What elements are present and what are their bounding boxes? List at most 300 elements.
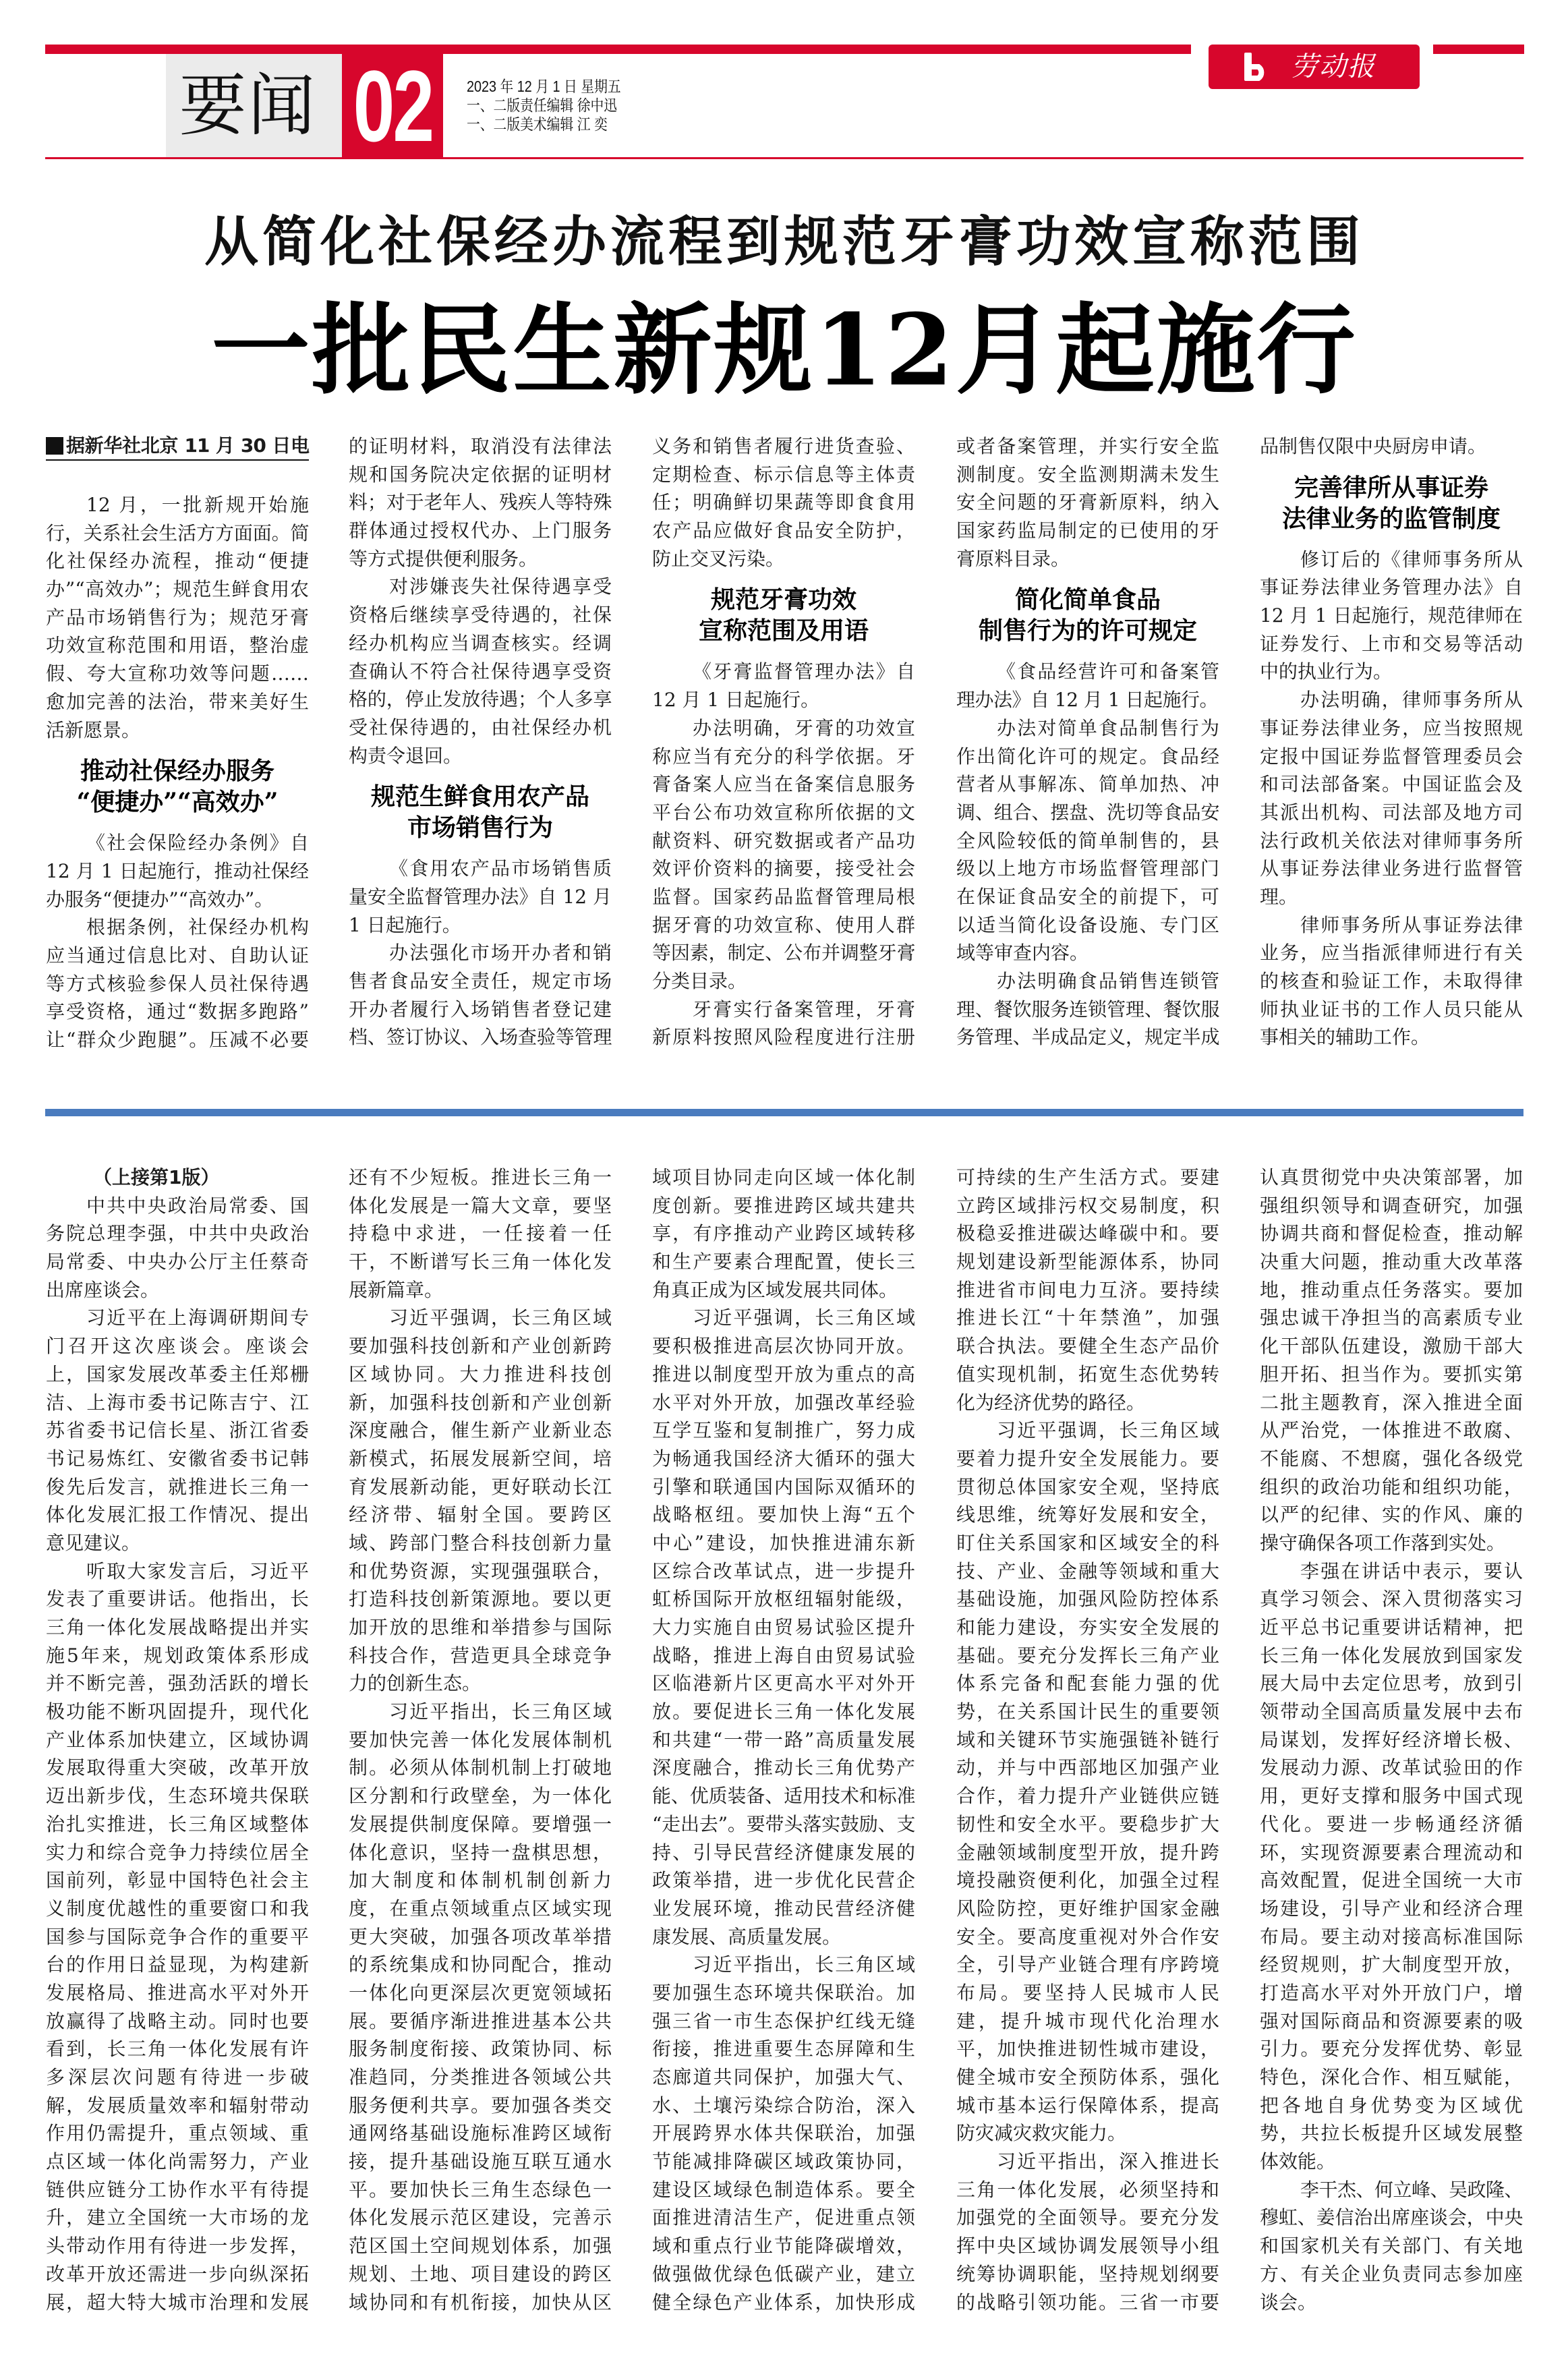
text-line: 习近平强调，长三角区域 — [389, 1306, 612, 1329]
text-line: 用，更好支撑和服务中国式现 — [1260, 1785, 1523, 1808]
paragraph — [46, 1557, 309, 2317]
text-line: 全风险较低的简单制售的，县 — [956, 829, 1219, 852]
section-heading — [349, 770, 612, 855]
text-line: 挥中央区域协调发展领导小组 — [956, 2235, 1219, 2258]
text-line: 据新华社北京 11 月 30 日电 — [66, 434, 309, 457]
text-line: 地，推动重点任务落实。要加 — [1260, 1278, 1523, 1301]
text-line: 线思维，统筹好发展和安全， — [956, 1503, 1219, 1526]
text-line: 三角一体化发展，必须坚持和 — [956, 2178, 1219, 2201]
text-line: 全，引导产业链合理有序跨境 — [956, 1953, 1219, 1976]
text-line: 平。要加快长三角生态绿色一 — [349, 2178, 612, 2201]
text-line: 特色，深化合作、相互赋能， — [1260, 2066, 1523, 2088]
text-line: 洁、上海市委书记陈吉宁、江 — [46, 1391, 309, 1414]
text-line: 级以上地方市场监督管理部门 — [956, 857, 1219, 880]
text-line: 展新篇章。 — [349, 1278, 444, 1301]
masthead-bottom-rule — [45, 157, 1523, 159]
text-line: 办法明确，律师事务所从 — [1300, 689, 1523, 712]
text-line: 立跨区域排污权交易制度，积 — [956, 1194, 1219, 1217]
text-line: 办法强化市场开办者和销 — [389, 942, 612, 965]
text-line: 档、签订协议、入场查验等管理 — [349, 1026, 612, 1049]
text-line: 还有不少短板。推进长三角一 — [349, 1166, 612, 1188]
text-line: 国家药监局制定的已使用的牙 — [956, 519, 1219, 542]
text-line: 群体通过授权代办、上门服务 — [349, 519, 612, 542]
text-line: 的战略引领功能。三省一市要 — [956, 2291, 1219, 2314]
paragraph — [956, 658, 1219, 714]
text-line: 域协同和有机衔接，加快从区 — [349, 2291, 612, 2314]
text-line: 展。要循序渐进推进基本公共 — [349, 2009, 612, 2032]
paragraph-continued — [652, 1163, 915, 1304]
text-line: 高效配置，促进全国统一大市 — [1260, 1869, 1523, 1892]
art-editor: 一、二版美术编辑 江 奕 — [467, 115, 608, 133]
text-line: 力的创新生态。 — [349, 1672, 482, 1695]
text-line: 安全。要高度重视对外合作安 — [956, 1925, 1219, 1948]
text-line: 接，提升基础设施互联互通水 — [349, 2150, 612, 2173]
text-line: 愈加完善的法治，带来美好生 — [46, 690, 309, 713]
text-line: 办法明确，牙膏的功效宣 — [693, 716, 915, 739]
text-line: 战略，推进上海自由贸易试验 — [652, 1644, 915, 1667]
dateline — [46, 432, 309, 461]
paragraph — [46, 1304, 309, 1557]
b-logo-icon — [1244, 53, 1269, 81]
text-line: 盯住关系国家和区域安全的科 — [956, 1531, 1219, 1554]
paragraph-continued — [956, 432, 1219, 573]
text-line: 受社保待遇的，由社保经办机 — [349, 716, 612, 739]
text-line: 业发展环境，推动民营经济健 — [652, 1897, 915, 1920]
text-line: 头带动作用有待进一步发挥， — [46, 2235, 309, 2258]
text-line: 门召开这次座谈会。座谈会 — [46, 1335, 309, 1358]
text-line: 和生产要素合理配置，使长三 — [652, 1251, 915, 1273]
text-line: 格的，停止发放待遇；个人多享 — [349, 688, 612, 711]
text-line: 更大突破，加强各项改革举措 — [349, 1925, 612, 1948]
text-line: 规划建设新型能源体系，协同 — [956, 1251, 1219, 1273]
text-line: 办法对简单食品制售行为 — [997, 716, 1219, 739]
text-line: 义制度优越性的重要窗口和我 — [46, 1897, 309, 1920]
text-line: 统筹协调职能，坚持规划纲要 — [956, 2262, 1219, 2285]
article-column — [46, 432, 309, 1054]
text-line: 在保证食品安全的前提下，可 — [956, 885, 1219, 908]
text-line: 方、有关企业负责同志参加座 — [1260, 2262, 1523, 2285]
text-line: 称应当有充分的科学依据。牙 — [652, 745, 915, 768]
text-line: 让“群众少跑腿”。压减不必要 — [46, 1029, 309, 1051]
text-line: 局常委、中央办公厅主任蔡奇 — [46, 1251, 309, 1273]
text-line: 中共中央政治局常委、国 — [86, 1194, 309, 1217]
text-line: 推进以制度型开放为重点的高 — [652, 1362, 915, 1385]
text-line: 享，有序推动产业跨区域转移 — [652, 1222, 915, 1245]
text-line: 师执业证书的工作人员只能从 — [1260, 998, 1523, 1021]
text-line: 强忠诚干净担当的高素质专业 — [1260, 1306, 1523, 1329]
text-line: 和司法部备案。中国证监会及 — [1260, 773, 1523, 796]
text-line: 据牙膏的功效宣称、使用人群 — [652, 913, 915, 936]
text-line: 体化发展汇报工作情况、提出 — [46, 1503, 309, 1526]
text-line: 真学习领会、深入贯彻落实习 — [1260, 1588, 1523, 1611]
text-line: 风险防控，更好维护国家金融 — [956, 1897, 1219, 1920]
text-line: 政策举措，进一步优化民营企 — [652, 1869, 915, 1892]
text-line: 区分割和行政壁垒，为一体化 — [349, 1785, 612, 1808]
text-line: 打造科技创新策源地。要以更 — [349, 1588, 612, 1611]
text-line: 域和重点行业节能降碳增效， — [652, 2235, 915, 2258]
text-line: 义务和销售者履行进货查验、 — [652, 435, 915, 457]
heading-line: 完善律所从事证券 — [1294, 473, 1488, 502]
paragraph — [1260, 2176, 1523, 2316]
text-line: 化为经济优势的路径。 — [956, 1391, 1146, 1414]
heading-line: 规范生鲜食用农产品 — [370, 782, 589, 811]
text-line: 以严的纪律、实的作风、廉的 — [1260, 1503, 1523, 1526]
text-line: 贯彻总体国家安全观，坚持底 — [956, 1475, 1219, 1498]
text-line: 深度融合，催生新产业新业态 — [349, 1419, 612, 1442]
text-line: 习近平指出，长三角区域 — [693, 1953, 915, 1976]
text-line: 区域协同。大力推进科技创 — [349, 1362, 612, 1385]
text-line: 度创新。要推进跨区域共建共 — [652, 1194, 915, 1217]
text-line: 升，建立全国统一大市场的龙 — [46, 2206, 309, 2229]
text-line: 律师事务所从事证券法律 — [1300, 913, 1523, 936]
text-line: 12 月 1 日起施行。 — [652, 689, 820, 712]
text-line: 听取大家发言后，习近平 — [86, 1559, 309, 1582]
text-line: 化社保经办流程，推动“便捷 — [46, 550, 309, 573]
text-line: 规和国务院决定依据的证明材 — [349, 463, 612, 486]
text-line: 发展取得重大突破，改革开放 — [46, 1756, 309, 1779]
text-line: 习近平指出，深入推进长 — [997, 2150, 1219, 2173]
text-line: 事证券法律业务，应当按照规 — [1260, 716, 1523, 739]
article-column — [1260, 432, 1523, 1052]
text-line: 要积极推进高层次协同开放。 — [652, 1335, 915, 1358]
text-line: 穆虹、姜信治出席座谈会，中央 — [1260, 2206, 1523, 2229]
text-line: 理、餐饮服务连锁管理、餐饮服 — [956, 998, 1219, 1021]
text-line: 健全绿色产业体系，加快形成 — [652, 2291, 915, 2314]
text-line: 域项目协同走向区域一体化制 — [652, 1166, 915, 1188]
text-line: 发表了重要讲话。他指出，长 — [46, 1588, 309, 1611]
paragraph — [652, 1304, 915, 1951]
text-line: 态廊道共同保护，加强大气、 — [652, 2066, 915, 2088]
paragraph — [652, 1951, 915, 2316]
text-line: 强对国际商品和资源要素的吸 — [1260, 2009, 1523, 2032]
text-line: 发展动力源、改革试验田的作 — [1260, 1756, 1523, 1779]
text-line: 《牙膏监督管理办法》自 — [693, 660, 915, 683]
text-line: 一体化向更深层次更宽领域拓 — [349, 1981, 612, 2004]
text-line: 域、跨部门整合科技创新力量 — [349, 1531, 612, 1554]
text-line: 或者备案管理，并实行安全监 — [956, 435, 1219, 457]
headline-kicker: 从简化社保经办流程到规范牙膏功效宣称范围 — [204, 210, 1364, 273]
text-line: 理。 — [1260, 885, 1298, 908]
text-line: 行，关系社会生活方方面面。简 — [46, 521, 309, 544]
text-line: 料；对于老年人、残疾人等特殊 — [349, 491, 612, 514]
text-line: 布局。要主动对接高标准国际 — [1260, 1925, 1523, 1948]
paragraph — [46, 1192, 309, 1304]
text-line: 合作，着力提升产业链供应链 — [956, 1785, 1219, 1808]
text-line: 领带动全国高质量发展中去布 — [1260, 1700, 1523, 1723]
text-line: 理办法》自 12 月 1 日起施行。 — [956, 689, 1219, 712]
text-line: 健全城市安全预防体系，强化 — [956, 2066, 1219, 2088]
article-column — [652, 1163, 915, 2316]
paragraph — [349, 573, 612, 770]
text-line: 极稳妥推进碳达峰碳中和。要 — [956, 1222, 1219, 1245]
text-line: 业务，应当指派律师进行有关 — [1260, 942, 1523, 965]
text-line: 办”“高效办”；规范生鲜食用农 — [46, 578, 309, 601]
text-line: 引擎和联通国内国际双循环的 — [652, 1475, 915, 1498]
text-line: 协调共商和督促检查，推动解 — [1260, 1222, 1523, 1245]
text-line: 互学互鉴和复制推广，努力成 — [652, 1419, 915, 1442]
text-line: 体化发展示范区建设，完善示 — [349, 2206, 612, 2229]
text-line: 服务便利共享。要加强各类交 — [349, 2094, 612, 2117]
article-column — [652, 432, 915, 1052]
text-line: 中的执业行为。 — [1260, 660, 1393, 683]
text-line: 作出简化许可的规定。食品经 — [956, 745, 1219, 768]
text-line: 资格后继续享受待遇的，社保 — [349, 604, 612, 627]
text-line: 任；明确鲜切果蔬等即食食用 — [652, 491, 915, 514]
section-divider — [45, 1109, 1523, 1116]
section-heading — [956, 573, 1219, 658]
paragraph-continued — [652, 432, 915, 573]
text-line: 为畅通我国经济大循环的强大 — [652, 1447, 915, 1470]
text-line: 认真贯彻党中央决策部署，加 — [1260, 1166, 1523, 1188]
text-line: 事证券法律业务管理办法》自 — [1260, 576, 1523, 599]
text-line: 其派出机构、司法部及地方司 — [1260, 801, 1523, 824]
text-line: 等因素，制定、公布并调整牙膏 — [652, 942, 915, 965]
text-line: 的证明材料，取消没有法律法 — [349, 435, 612, 457]
text-line: 并不断完善，强劲活跃的增长 — [46, 1672, 309, 1695]
text-line: 联合执法。要健全生态产品价 — [956, 1335, 1219, 1358]
text-line: 从事证券法律业务进行监督管 — [1260, 857, 1523, 880]
text-line: 体化发展是一篇大文章，要坚 — [349, 1194, 612, 1217]
text-line: 推进长江“十年禁渔”，加强 — [956, 1306, 1219, 1329]
text-line: 决重大问题，推动重大改革落 — [1260, 1251, 1523, 1273]
text-line: 建，提升城市现代化治理水 — [956, 2009, 1219, 2032]
text-line: 修订后的《律师事务所从 — [1300, 548, 1523, 571]
text-line: 衔接，推进重要生态屏障和生 — [652, 2038, 915, 2061]
heading-line: 宣称范围及用语 — [698, 616, 869, 645]
text-line: 应当通过信息比对、自助认证 — [46, 944, 309, 967]
text-line: 办服务“便捷办”“高效办”。 — [46, 888, 274, 911]
text-line: 谈会。 — [1260, 2291, 1317, 2314]
text-line: 放赢得了战略主动。同时也要 — [46, 2009, 309, 2032]
text-line: 要着力提升安全发展能力。要 — [956, 1447, 1219, 1470]
text-line: 持、引导民营经济健康发展的 — [652, 1841, 915, 1864]
text-line: 经贸规则，扩大制度型开放， — [1260, 1953, 1523, 1976]
text-line: 从严治党，一体推进不敢腐、 — [1260, 1419, 1523, 1442]
text-line: 准趋同，分类推进各领域公共 — [349, 2066, 612, 2088]
text-line: 二批主题教育，深入推进全面 — [1260, 1391, 1523, 1414]
text-line: 享受资格，通过“数据多跑路” — [46, 1000, 309, 1023]
text-line: 虹桥国际开放枢纽辐射能级， — [652, 1588, 915, 1611]
text-line: 代化。要进一步畅通经济循 — [1260, 1812, 1523, 1835]
text-line: 务管理、半成品定义，规定半成 — [956, 1026, 1219, 1049]
text-line: 等方式提供便利服务。 — [349, 547, 538, 570]
text-line: 和能力建设，夯实安全发展的 — [956, 1616, 1219, 1638]
text-line: 经办机构应当调查核实。经调 — [349, 631, 612, 654]
text-line: 场建设，引导产业和经济合理 — [1260, 1897, 1523, 1920]
text-line: 迈出新步伐，生态环境共保联 — [46, 1785, 309, 1808]
masthead-top-bar-right — [1433, 45, 1524, 54]
text-line: 范区国土空间规划体系，加强 — [349, 2235, 612, 2258]
text-line: 多深层次问题有待进一步破 — [46, 2066, 309, 2088]
text-line: 体化意识，坚持一盘棋思想， — [349, 1841, 612, 1864]
paragraph — [652, 996, 915, 1052]
text-line: 做强做优绿色低碳产业，建立 — [652, 2262, 915, 2285]
text-line: 强三省一市生态保护红线无缝 — [652, 2009, 915, 2032]
paragraph — [1260, 546, 1523, 686]
text-line: 势，共拉长板提升区域发展整 — [1260, 2122, 1523, 2145]
text-line: 打造高水平对外开放门户，增 — [1260, 1981, 1523, 2004]
text-line: 加开放的思维和举措参与国际 — [349, 1616, 612, 1638]
newspaper-name: 劳动报 — [1291, 51, 1376, 82]
text-line: 中心”建设，加快推进浦东新 — [652, 1531, 915, 1554]
text-line: 加强党的全面领导。要充分发 — [956, 2206, 1219, 2229]
text-line: 《食品经营许可和备案管 — [997, 660, 1219, 683]
text-line: 平台公布功效宣称所依据的文 — [652, 801, 915, 824]
text-line: 可持续的生产生活方式。要建 — [956, 1166, 1219, 1188]
text-line: 域等审查内容。 — [956, 942, 1089, 965]
text-line: 通网络基础设施标准跨区域衔 — [349, 2122, 612, 2145]
text-line: 三角一体化发展战略提出并实 — [46, 1616, 309, 1638]
text-line: 12 月，一批新规开始施 — [86, 494, 309, 516]
text-line: 康发展、高质量发展。 — [652, 1925, 842, 1948]
heading-line: 法律业务的监管制度 — [1281, 504, 1501, 533]
text-line: 构责令退回。 — [349, 744, 463, 767]
text-line: 开办者履行入场销售者登记建 — [349, 998, 612, 1021]
text-line: 调、组合、摆盘、洗切等食品安 — [956, 801, 1219, 824]
section-label-box — [166, 54, 342, 157]
text-line: 习近平指出，长三角区域 — [389, 1700, 612, 1723]
newspaper-logo — [1209, 45, 1420, 89]
paragraph — [1260, 911, 1523, 1052]
text-line: 售者食品安全责任，规定市场 — [349, 970, 612, 992]
text-line: 12 月 1 日起施行，规范律师在 — [1260, 604, 1523, 627]
text-line: 布局。要坚持人民城市人民 — [956, 1981, 1219, 2004]
text-line: 作用仍需提升，重点领域、重 — [46, 2122, 309, 2145]
article-column — [956, 1163, 1219, 2316]
text-line: 农产品应做好食品安全防护， — [652, 519, 915, 542]
paragraph — [956, 1416, 1219, 2148]
text-line: 操守确保各项工作落到实处。 — [1260, 1531, 1506, 1554]
heading-line: “便捷办”“高效办” — [76, 788, 279, 817]
text-line: 育发展新动能，更好联动长江 — [349, 1475, 612, 1498]
text-line: 动，并与中西部地区加强产业 — [956, 1756, 1219, 1779]
paragraph — [1260, 686, 1523, 911]
paragraph — [46, 913, 309, 1054]
text-line: 放。要促进长三角一体化发展 — [652, 1700, 915, 1723]
text-line: 习近平在上海调研期间专 — [86, 1306, 309, 1329]
text-line: 新，加强科技创新和产业创新 — [349, 1391, 612, 1414]
text-line: 域和关键环节实施强链补链行 — [956, 1728, 1219, 1751]
paragraph — [652, 714, 915, 996]
masthead-top-bar — [45, 45, 1191, 54]
paragraph — [349, 855, 612, 939]
text-line: 实力和综合竞争力持续位居全 — [46, 1841, 309, 1864]
text-line: 区临港新片区更高水平对外开 — [652, 1672, 915, 1695]
paragraph — [1260, 1557, 1523, 2176]
section-heading — [1260, 461, 1523, 546]
text-line: （上接第1版） — [93, 1166, 220, 1188]
paragraph-continued — [956, 1163, 1219, 1416]
text-line: 不能腐、不想腐，强化各级党 — [1260, 1447, 1523, 1470]
paragraph — [349, 1304, 612, 1698]
text-line: 防灾减灾救灾能力。 — [956, 2122, 1127, 2145]
text-line: 膏备案人应当在备案信息服务 — [652, 773, 915, 796]
text-line: 活新愿景。 — [46, 718, 141, 741]
text-line: 产品市场销售行为；规范牙膏 — [46, 606, 309, 629]
text-line: 极功能不断巩固提升，现代化 — [46, 1700, 309, 1723]
paragraph — [956, 2148, 1219, 2316]
text-line: 胆开拓、担当作为。要抓实第 — [1260, 1362, 1523, 1385]
text-line: 定报中国证券监督管理委员会 — [1260, 745, 1523, 768]
square-bullet-icon — [46, 437, 63, 455]
text-line: 根据条例，社保经办机构 — [86, 916, 309, 939]
text-line: 查确认不符合社保待遇享受资 — [349, 660, 612, 683]
text-line: 治扎实推进，长三角区域整体 — [46, 1812, 309, 1835]
text-line: 深度融合，推动长三角优势产 — [652, 1756, 915, 1779]
text-line: 持稳中求进，一任接着一任 — [349, 1222, 612, 1245]
text-line: 测制度。安全监测期满未发生 — [956, 463, 1219, 486]
section-title: 要闻 — [179, 65, 317, 145]
text-line: 新模式，拓展发展新空间，培 — [349, 1447, 612, 1470]
text-line: 的系统集成和协同配合，推动 — [349, 1953, 612, 1976]
text-line: 定期检查、标示信息等主体责 — [652, 463, 915, 486]
text-line: 俊先后发言，就推进长三角一 — [46, 1475, 309, 1498]
text-line: 台的作用日益显现，为构建新 — [46, 1953, 309, 1976]
text-line: 习近平强调，长三角区域 — [693, 1306, 915, 1329]
text-line: 要加强生态环境共保联治。加 — [652, 1981, 915, 2004]
article-column — [349, 1163, 612, 2316]
text-line: 李干杰、何立峰、吴政隆、 — [1300, 2178, 1523, 2201]
text-line: 李强在讲话中表示，要认 — [1300, 1559, 1523, 1582]
text-line: 和国家机关有关部门、有关地 — [1260, 2235, 1523, 2258]
text-line: 书记易炼红、安徽省委书记韩 — [46, 1447, 309, 1470]
paragraph — [349, 939, 612, 1052]
article-column — [1260, 1163, 1523, 2316]
text-line: 监督。国家药品监督管理局根 — [652, 885, 915, 908]
text-line: 献资料、研究数据或者产品功 — [652, 829, 915, 852]
heading-line: 制售行为的许可规定 — [978, 616, 1197, 645]
text-line: 强组织领导和调查研究，加强 — [1260, 1194, 1523, 1217]
text-line: 新原料按照风险程度进行注册 — [652, 1026, 915, 1049]
text-line: 金融领域制度型开放，提升跨 — [956, 1841, 1219, 1864]
text-line: 经济带、辐射全国。要跨区 — [349, 1503, 612, 1526]
text-line: 以适当简化设备设施、专门区 — [956, 913, 1219, 936]
text-line: 区综合改革试点，进一步提升 — [652, 1559, 915, 1582]
text-line: 链供应链分工协作水平有待提 — [46, 2178, 309, 2201]
paragraph-continued — [1260, 1163, 1523, 1557]
text-line: 办法明确食品销售连锁管 — [997, 970, 1219, 992]
issue-date: 2023 年 12 月 1 日 星期五 — [467, 78, 621, 95]
heading-line: 规范牙膏功效 — [710, 585, 856, 614]
text-line: 1 日起施行。 — [349, 913, 461, 936]
text-line: 出席座谈会。 — [46, 1278, 160, 1301]
text-line: 量安全监督管理办法》自 12 月 — [349, 885, 612, 908]
text-line: 和共建“一带一路”高质量发展 — [652, 1728, 915, 1751]
text-line: 分类目录。 — [652, 970, 747, 992]
text-line: 改革开放还需进一步向纵深拓 — [46, 2262, 309, 2285]
text-line: 要加强科技创新和产业创新跨 — [349, 1335, 612, 1358]
article-column — [956, 432, 1219, 1052]
text-line: 化干部队伍建设，激励干部大 — [1260, 1335, 1523, 1358]
text-line: 基础。要充分发挥长三角产业 — [956, 1644, 1219, 1667]
text-line: 12 月 1 日起施行，推动社保经 — [46, 859, 309, 882]
text-line: 加大制度和体制机制创新力 — [349, 1869, 612, 1892]
text-line: 牙膏实行备案管理，牙膏 — [693, 998, 915, 1021]
text-line: 面推进清洁生产，促进重点领 — [652, 2206, 915, 2229]
text-line: 习近平强调，长三角区域 — [997, 1419, 1219, 1442]
text-line: 体效能。 — [1260, 2150, 1336, 2173]
text-line: 证券发行、上市和交易等活动 — [1260, 632, 1523, 655]
text-line: 推进省市间电力互济。要持续 — [956, 1278, 1219, 1301]
text-line: 近平总书记重要讲话精神，把 — [1260, 1616, 1523, 1638]
text-line: 值实现机制，拓宽生态优势转 — [956, 1362, 1219, 1385]
issue-info — [467, 77, 646, 134]
text-line: 技、产业、金融等领域和重大 — [956, 1559, 1219, 1582]
text-line: 科技合作，营造更具全球竞争 — [349, 1644, 612, 1667]
text-line: 苏省委书记信长星、浙江省委 — [46, 1419, 309, 1442]
paragraph-continued — [349, 1163, 612, 1304]
text-line: 节能减排降碳区域政策协同， — [652, 2150, 915, 2173]
